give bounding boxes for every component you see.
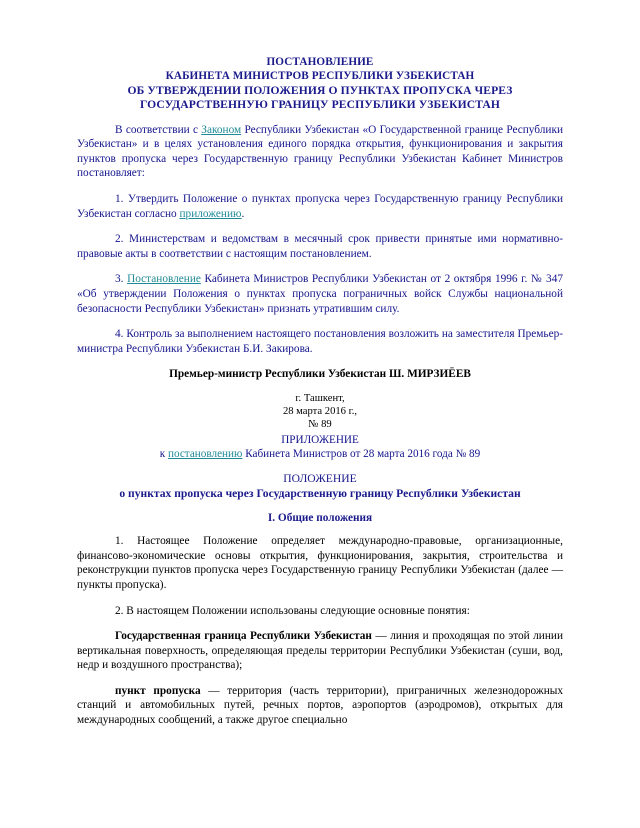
term-checkpoint-label: пункт пропуска <box>115 684 201 697</box>
clause-3-text-after: Кабинета Министров Республики Узбекистан от 2 октября 1996 г. № 347 «Об утверждении Положения о пунктах пропуска пограничных войск Службы национальной безопасности Республики Узбекистан» признать утратившим силу. <box>77 273 564 315</box>
preamble-text-before: В соответствии с <box>115 123 202 136</box>
preamble-text-after: Республики Узбекистан «О Государственной границе Республики Узбекистан» и в целях установления единого порядка открытия, функционирования и закрытия пунктов пропуска через Государственную границу Республики Узбекистан Кабинет Министров постановляет: <box>77 123 563 180</box>
clause-1-text-before: 1. Утвердить Положение о пунктах пропуска через Государственную границу Республики Узбекистан согласно <box>77 193 563 220</box>
clause-4-paragraph: 4. Контроль за выполнением настоящего постановления возложить на заместителя Премьер-министра Республики Узбекистан Б.И. Закирова. <box>77 328 563 355</box>
title-line-postanovlenie: ПОСТАНОВЛЕНИЕ <box>266 56 374 68</box>
law-link[interactable]: Законом <box>201 123 242 136</box>
clause-3-paragraph <box>77 272 563 316</box>
clause-1-text-after: . <box>241 207 245 220</box>
date-line: 28 марта 2016 г., <box>282 406 358 418</box>
polozhenie-heading: ПОЛОЖЕНИЕ <box>283 471 357 485</box>
clause-2-paragraph: 2. Министерствам и ведомствам в месячный срок привести принятые ими нормативно-правовые акты в соответствии с настоящим постановлением. <box>77 233 563 260</box>
term-state-border-definition: — линия и проходящая по этой линии вертикальная поверхность, определяющая пределы территории Республики Узбекистан (суши, вод, недр и воздушного пространства); <box>77 630 563 672</box>
section-1-clause-1: 1. Настоящее Положение определяет международно-правовые, организационные, финансово-экономические основы открытия, функционирования, закрытия, строительства и реконструкции пунктов пропуска через Государственную границу Республики Узбекистан (далее — пункты пропуска). <box>77 535 563 591</box>
clause-1-paragraph <box>77 192 563 221</box>
signature-line: Премьер-министр Республики Узбекистан Ш. МИРЗИЁЕВ <box>169 368 471 381</box>
section-1-clause-2: 2. В настоящем Положении использованы следующие основные понятия: <box>115 604 470 617</box>
title-line-subject-2: ГОСУДАРСТВЕННУЮ ГРАНИЦУ РЕСПУБЛИКИ УЗБЕКИСТАН <box>139 98 501 112</box>
term-state-border <box>77 629 563 673</box>
appendix-heading: ПРИЛОЖЕНИЕ <box>281 433 359 446</box>
preamble-paragraph <box>77 123 563 181</box>
title-line-subject-1: ОБ УТВЕРЖДЕНИИ ПОЛОЖЕНИЯ О ПУНКТАХ ПРОПУСКА ЧЕРЕЗ <box>127 83 513 97</box>
appendix-ref-before: к <box>159 447 168 460</box>
appendix-resolution-link[interactable]: постановлению <box>167 447 243 460</box>
polozhenie-subheading: о пунктах пропуска через Государственную границу Республики Узбекистан <box>119 486 521 500</box>
number-line: № 89 <box>308 419 332 431</box>
title-line-cabinet: КАБИНЕТА МИНИСТРОВ РЕСПУБЛИКИ УЗБЕКИСТАН <box>165 70 475 83</box>
section-1-heading: I. Общие положения <box>267 511 373 524</box>
place-line: г. Ташкент, <box>295 392 345 404</box>
document-title-block <box>77 55 563 113</box>
appendix-link[interactable]: приложению <box>179 207 242 220</box>
resolution-link[interactable]: Постановление <box>127 273 201 286</box>
clause-3-text-before: 3. <box>115 273 128 286</box>
term-checkpoint <box>77 684 563 728</box>
appendix-reference-line <box>77 447 563 462</box>
term-state-border-label: Государственная граница Республики Узбекистан <box>115 630 372 643</box>
term-checkpoint-definition: — территория (часть территории), приграничных железнодорожных станций и автомобильных путей, речных портов, аэропортов (аэродромов), открытых для международных сообщений, а также другое специально <box>77 684 563 727</box>
appendix-ref-after: Кабинета Министров от 28 марта 2016 года № 89 <box>242 447 481 460</box>
